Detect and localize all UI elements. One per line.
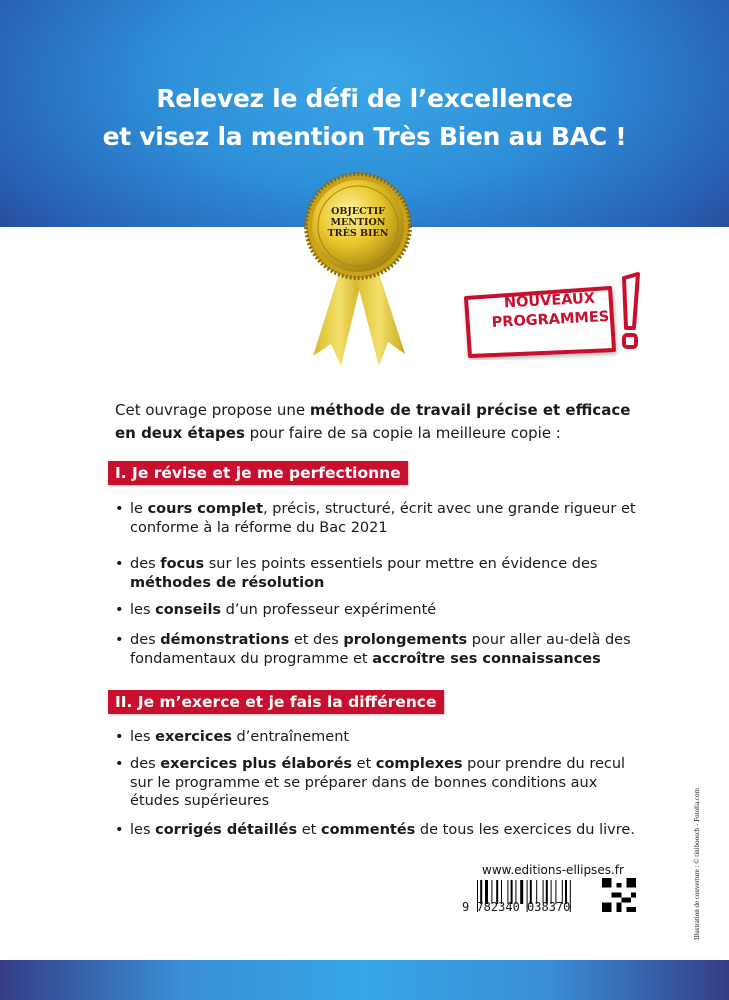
text-segment: sur les points essentiels pour mettre en évidence des — [204, 556, 598, 572]
emphasis-text: commentés — [320, 822, 416, 838]
list-item — [115, 500, 645, 537]
text-segment: de tous les exercices du livre. — [415, 822, 635, 838]
text-segment: des — [130, 632, 161, 648]
emphasis-text: conseils — [155, 602, 222, 618]
medal-line: OBJECTIF — [331, 206, 385, 217]
illustration-credit: Illustration de couverture : © tiniboosch - Fotolia.com — [693, 788, 701, 940]
text-segment: des — [130, 556, 161, 572]
text-segment: les — [130, 602, 156, 618]
stamp-line: PROGRAMMES — [491, 308, 610, 332]
text-segment: et des — [289, 632, 344, 648]
text-segment: , précis, structuré, écrit avec une grande rigueur et conforme à la réforme du Bac 2021 — [130, 501, 636, 536]
medal-label — [303, 206, 413, 239]
text-segment: et — [297, 822, 321, 838]
emphasis-text: cours complet — [147, 501, 264, 517]
text-segment: pour faire de sa copie la meilleure copie : — [244, 424, 561, 442]
stamp-line: NOUVEAUX — [503, 290, 596, 312]
medal-ribbon-icon — [303, 166, 413, 371]
emphasis-text: exercices plus élaborés — [160, 756, 353, 772]
text-segment: le — [130, 501, 148, 517]
medal-line: TRÈS BIEN — [327, 228, 389, 239]
list-item — [115, 601, 645, 620]
isbn-number: 9 782340 038370 — [462, 900, 571, 914]
text-segment: d’un professeur expérimenté — [221, 602, 437, 618]
intro-paragraph — [115, 399, 655, 445]
text-segment: des — [130, 756, 161, 772]
text-segment: et — [352, 756, 376, 772]
section-heading-2: II. Je m’exerce et je fais la différence — [108, 690, 444, 714]
list-item — [115, 728, 645, 747]
emphasis-text: accroître ses connaissances — [372, 650, 601, 667]
text-segment: Cet ouvrage propose une — [115, 401, 310, 419]
text-segment: d’entraînement — [231, 729, 350, 745]
section-heading-1: I. Je révise et je me perfectionne — [108, 461, 408, 485]
cover-title-line1: Relevez le défi de l’excellence — [156, 84, 573, 113]
medal-line: MENTION — [330, 217, 386, 228]
footer-band — [0, 960, 729, 1000]
list-item — [115, 755, 645, 811]
emphasis-text: corrigés détaillés — [155, 822, 298, 838]
list-item — [115, 631, 645, 668]
list-item — [115, 555, 645, 592]
text-segment: pour prendre du recul sur le programme et se préparer dans de bonnes conditions aux études supérieures — [130, 756, 626, 809]
text-segment: les — [130, 729, 156, 745]
text-segment: pour aller au-delà des fondamentaux du programme et — [130, 632, 631, 667]
list-item — [115, 821, 645, 840]
emphasis-text: complexes — [375, 756, 463, 772]
emphasis-text: focus — [160, 556, 205, 572]
qr-code-icon — [602, 878, 636, 912]
publisher-url[interactable]: www.editions-ellipses.fr — [482, 863, 624, 877]
emphasis-text: méthodes de résolution — [130, 574, 325, 591]
cover-title-line2: et visez la mention Très Bien au BAC ! — [102, 122, 627, 151]
emphasis-text: exercices — [155, 729, 232, 745]
emphasis-text: prolongements — [343, 632, 468, 648]
emphasis-text: méthode de travail précise et efficace en deux étapes — [115, 401, 631, 442]
text-segment: les — [130, 822, 156, 838]
emphasis-text: démonstrations — [160, 632, 290, 648]
